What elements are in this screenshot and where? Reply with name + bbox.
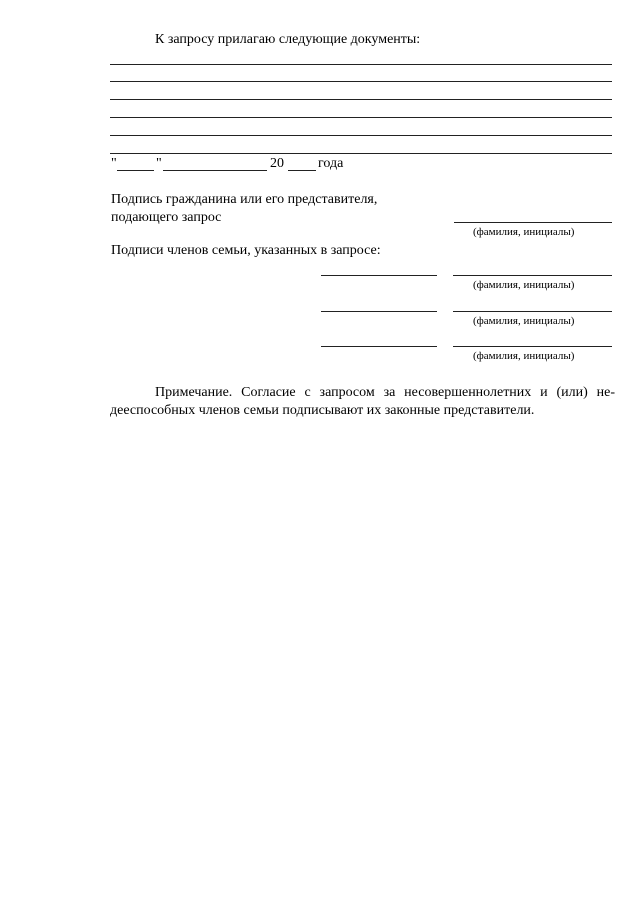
applicant-label-line2: подающего запрос (111, 210, 222, 225)
document-line-3[interactable] (110, 99, 612, 100)
applicant-label-line1: Подпись гражданина или его представителя, (111, 192, 378, 207)
document-line-1[interactable] (110, 64, 612, 65)
family-signature-field-3[interactable] (321, 346, 437, 347)
document-line-6[interactable] (110, 153, 612, 154)
attachments-heading: К запросу прилагаю следующие документы: (155, 32, 421, 47)
date-quote-close: " (156, 156, 162, 171)
date-year-field[interactable] (288, 170, 316, 171)
family-caption-1: (фамилия, инициалы) (473, 279, 575, 291)
family-name-field-2[interactable] (453, 311, 612, 312)
document-line-2[interactable] (110, 81, 612, 82)
date-month-field[interactable] (163, 170, 267, 171)
applicant-signature-field[interactable] (454, 222, 612, 223)
date-suffix: года (318, 156, 344, 171)
family-name-field-3[interactable] (453, 346, 612, 347)
date-quote-open: " (111, 156, 117, 171)
note-paragraph: Примечание. Согласие с запросом за несовершеннолетних и (или) не-дееспособных членов семьи подписывают их законные представители. (110, 385, 615, 418)
family-signature-field-1[interactable] (321, 275, 437, 276)
document-line-5[interactable] (110, 135, 612, 136)
family-caption-2: (фамилия, инициалы) (473, 315, 575, 327)
applicant-caption: (фамилия, инициалы) (473, 226, 575, 238)
date-day-field[interactable] (117, 170, 154, 171)
family-signature-field-2[interactable] (321, 311, 437, 312)
document-line-4[interactable] (110, 117, 612, 118)
family-name-field-1[interactable] (453, 275, 612, 276)
family-heading: Подписи членов семьи, указанных в запросе: (111, 243, 381, 258)
family-caption-3: (фамилия, инициалы) (473, 350, 575, 362)
date-year-prefix: 20 (270, 156, 284, 171)
